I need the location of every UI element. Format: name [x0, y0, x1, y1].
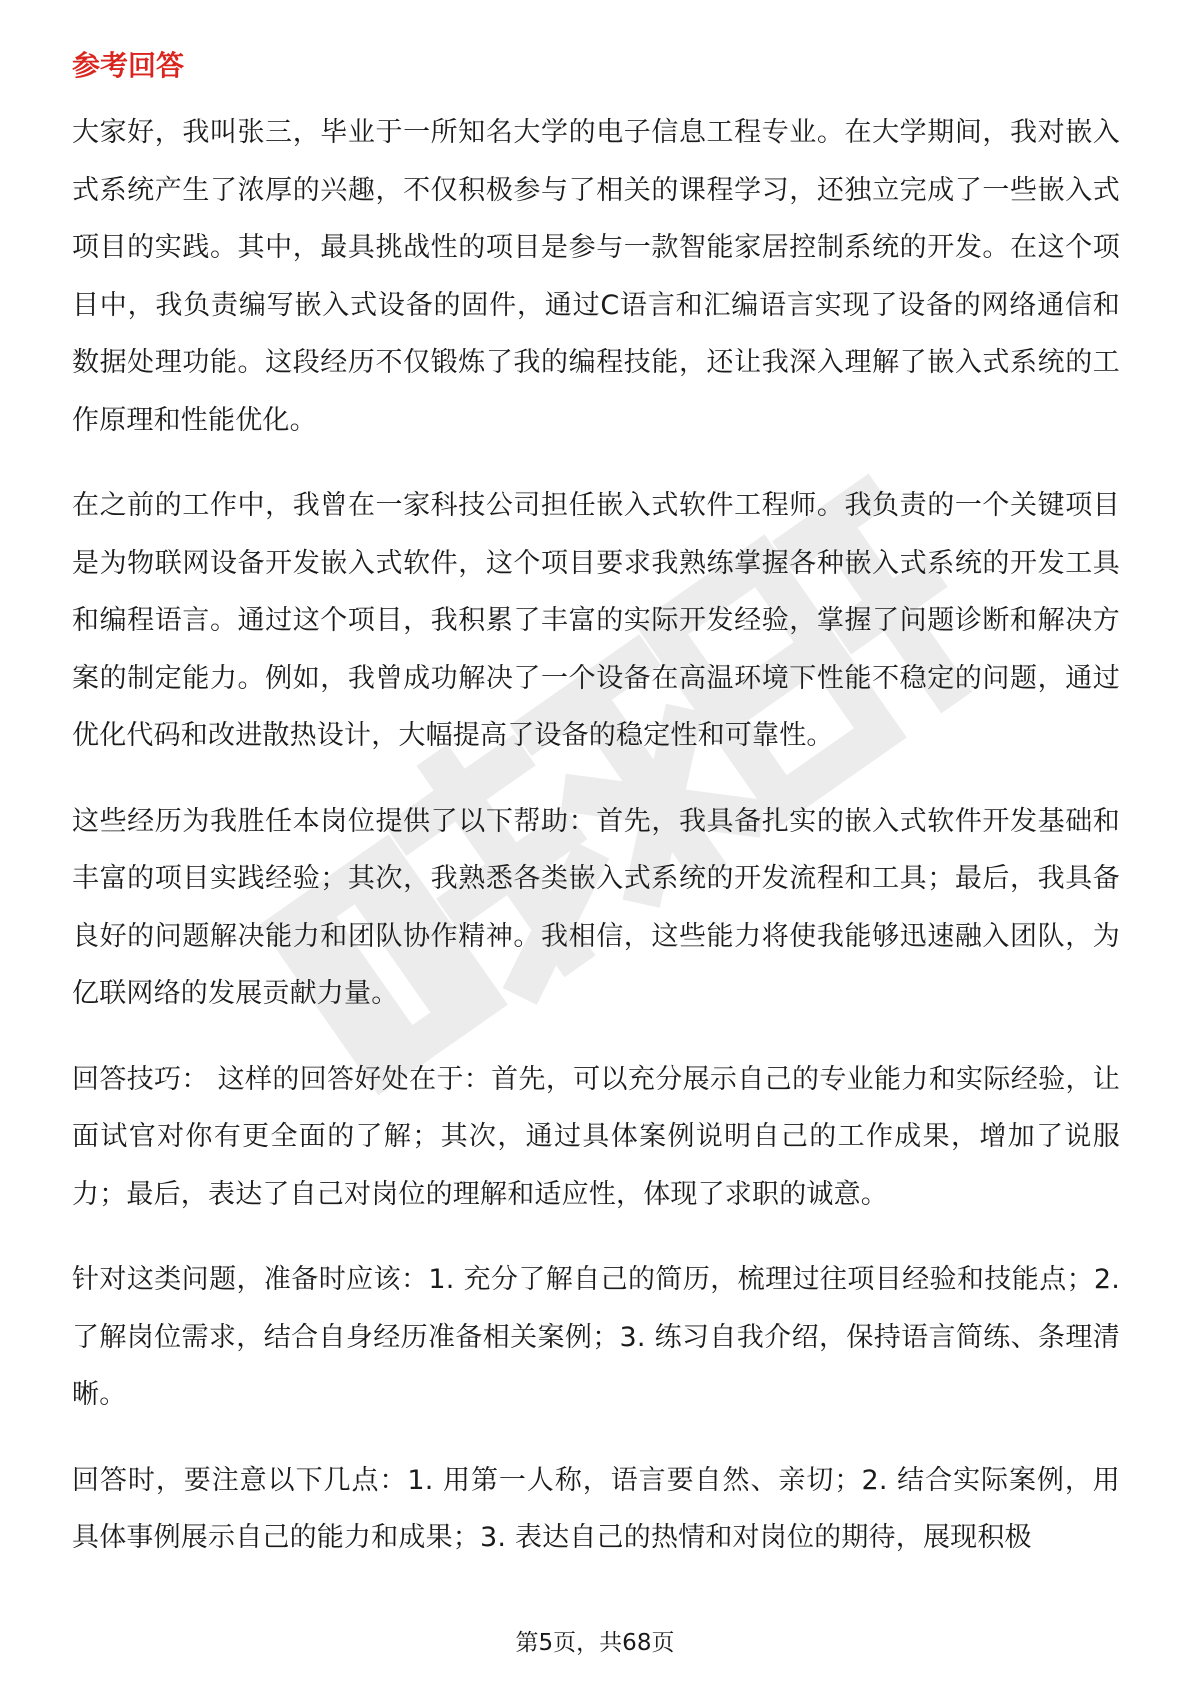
section-title: 参考回答 — [72, 49, 185, 82]
answer-paragraph-summary: 这些经历为我胜任本岗位提供了以下帮助：首先，我具备扎实的嵌入式软件开发基础和丰富的项目实践经验；其次，我熟悉各类嵌入式系统的开发流程和工具；最后，我具备良好的问题解决能力和团队协作精神。我相信，这些能力将使我能够迅速融入团队，为亿联网络的发展贡献力量。 — [72, 805, 1120, 1009]
answer-paragraph-experience: 在之前的工作中，我曾在一家科技公司担任嵌入式软件工程师。我负责的一个关键项目是为物联网设备开发嵌入式软件，这个项目要求我熟练掌握各种嵌入式系统的开发工具和编程语言。通过这个项目，我积累了丰富的实际开发经验，掌握了问题诊断和解决方案的制定能力。例如，我曾成功解决了一个设备在高温环境下性能不稳定的问题，通过优化代码和改进散热设计，大幅提高了设备的稳定性和可靠性。 — [72, 490, 1120, 751]
answer-paragraph-intro: 大家好，我叫张三，毕业于一所知名大学的电子信息工程专业。在大学期间，我对嵌入式系统产生了浓厚的兴趣，不仅积极参与了相关的课程学习，还独立完成了一些嵌入式项目的实践。其中，最具挑战性的项目是参与一款智能家居控制系统的开发。在这个项目中，我负责编写嵌入式设备的固件，通过C语言和汇编语言实现了设备的网络通信和数据处理功能。这段经历不仅锻炼了我的编程技能，还让我深入理解了嵌入式系统的工作原理和性能优化。 — [72, 117, 1120, 436]
tips-paragraph: 回答技巧： 这样的回答好处在于：首先，可以充分展示自己的专业能力和实际经验，让面试官对你有更全面的了解；其次，通过具体案例说明自己的工作成果，增加了说服力；最后，表达了自己对岗位的理解和适应性，体现了求职的诚意。 — [72, 1063, 1120, 1210]
answering-notes-paragraph: 回答时，要注意以下几点：1. 用第一人称，语言要自然、亲切；2. 结合实际案例，用具体事例展示自己的能力和成果；3. 表达自己的热情和对岗位的期待，展现积极 — [72, 1464, 1120, 1553]
page-number: 第5页，共68页 — [515, 1630, 675, 1656]
document-content — [72, 46, 1120, 1567]
preparation-paragraph: 针对这类问题，准备时应该：1. 充分了解自己的简历，梳理过往项目经验和技能点；2. 了解岗位需求，结合自身经历准备相关案例；3. 练习自我介绍，保持语言简练、条理清晰。 — [72, 1264, 1120, 1410]
